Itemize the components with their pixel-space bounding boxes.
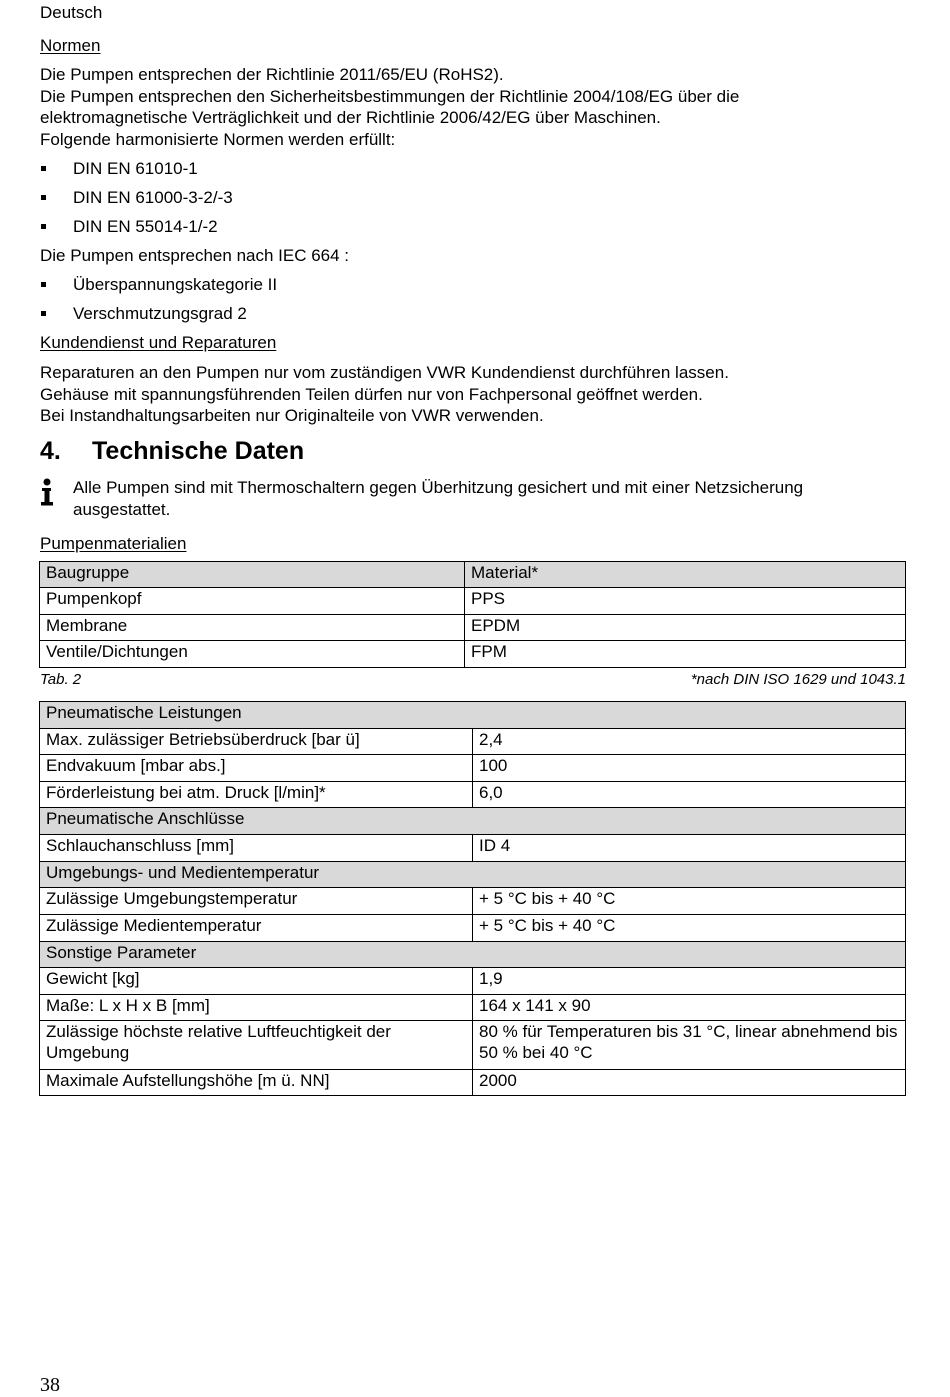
table-header-row <box>40 562 906 588</box>
table-cell: Ventile/Dichtungen <box>40 641 465 668</box>
table-cell: Zulässige Medientemperatur <box>40 915 473 942</box>
bullet-icon <box>41 282 46 287</box>
table-cell: Endvakuum [mbar abs.] <box>40 755 473 782</box>
group-title: Umgebungs- und Medientemperatur <box>40 862 906 888</box>
table-cell: Zulässige Umgebungstemperatur <box>40 888 473 915</box>
table-cell: 164 x 141 x 90 <box>473 995 906 1021</box>
table-caption: Tab. 2 <box>40 671 82 688</box>
column-header: Baugruppe <box>40 562 465 588</box>
table-cell: EPDM <box>465 615 906 641</box>
normen-line: Die Pumpen entsprechen der Richtlinie 2011/65/EU (RoHS2). <box>40 65 504 84</box>
table-row <box>40 835 906 862</box>
table-row <box>40 729 906 755</box>
group-header-row <box>40 702 906 729</box>
bullet-icon <box>41 311 46 316</box>
materials-table <box>39 561 906 668</box>
table-row <box>40 968 906 995</box>
iec-item: Verschmutzungsgrad 2 <box>73 304 247 323</box>
table-row <box>40 1021 906 1070</box>
iec-item: Überspannungskategorie II <box>73 275 278 294</box>
table-cell: 6,0 <box>473 782 906 808</box>
normen-heading: Normen <box>40 36 101 55</box>
group-header-row <box>40 862 906 888</box>
page-number: 38 <box>40 1374 60 1396</box>
normen-line: Folgende harmonisierte Normen werden erfüllt: <box>40 130 396 149</box>
bullet-icon <box>41 224 46 229</box>
table-cell: + 5 °C bis + 40 °C <box>473 915 906 942</box>
section-number: 4. <box>40 437 61 465</box>
table-row <box>40 995 906 1021</box>
service-line: Reparaturen an den Pumpen nur vom zuständigen VWR Kundendienst durchführen lassen. <box>40 363 729 382</box>
table-cell: + 5 °C bis + 40 °C <box>473 888 906 915</box>
table-footnote: *nach DIN ISO 1629 und 1043.1 <box>690 671 906 688</box>
service-line: Gehäuse mit spannungsführenden Teilen dürfen nur von Fachpersonal geöffnet werden. <box>40 385 703 404</box>
table-cell: PPS <box>465 588 906 615</box>
specs-table <box>39 701 906 1096</box>
normen-line: Die Pumpen entsprechen den Sicherheitsbestimmungen der Richtlinie 2004/108/EG über die <box>40 87 740 106</box>
table-row <box>40 888 906 915</box>
group-header-row <box>40 942 906 968</box>
table-row <box>40 641 906 668</box>
table-cell: Membrane <box>40 615 465 641</box>
table-cell: 2000 <box>473 1070 906 1096</box>
table-cell: Schlauchanschluss [mm] <box>40 835 473 862</box>
table-cell: Max. zulässiger Betriebsüberdruck [bar ü] <box>40 729 473 755</box>
standard-item: DIN EN 55014-1/-2 <box>73 217 218 236</box>
table-row <box>40 755 906 782</box>
table-row <box>40 782 906 808</box>
language-label: Deutsch <box>40 3 103 22</box>
table-cell: 80 % für Temperaturen bis 31 °C, linear abnehmend bis 50 % bei 40 °C <box>473 1021 906 1070</box>
standard-item: DIN EN 61000-3-2/-3 <box>73 188 233 207</box>
table-row <box>40 588 906 615</box>
table-row <box>40 1070 906 1096</box>
table-cell: 1,9 <box>473 968 906 995</box>
table-cell: Förderleistung bei atm. Druck [l/min]* <box>40 782 473 808</box>
table-cell: ID 4 <box>473 835 906 862</box>
group-header-row <box>40 808 906 835</box>
table-cell: Zulässige höchste relative Luftfeuchtigkeit der Umgebung <box>40 1021 473 1070</box>
bullet-icon <box>41 166 46 171</box>
info-icon <box>40 478 54 506</box>
iec-intro: Die Pumpen entsprechen nach IEC 664 : <box>40 246 350 265</box>
table-cell: Maße: L x H x B [mm] <box>40 995 473 1021</box>
normen-line: elektromagnetische Verträglichkeit und der Richtlinie 2006/42/EG über Maschinen. <box>40 108 661 127</box>
standard-item: DIN EN 61010-1 <box>73 159 198 178</box>
group-title: Sonstige Parameter <box>40 942 906 968</box>
service-line: Bei Instandhaltungsarbeiten nur Originalteile von VWR verwenden. <box>40 406 544 425</box>
column-header: Material* <box>465 562 906 588</box>
info-text: Alle Pumpen sind mit Thermoschaltern gegen Überhitzung gesichert und mit einer Netzsicherung <box>73 478 804 497</box>
table-row <box>40 915 906 942</box>
table-cell: Gewicht [kg] <box>40 968 473 995</box>
group-title: Pneumatische Leistungen <box>40 702 906 729</box>
materials-heading: Pumpenmaterialien <box>40 534 187 553</box>
bullet-icon <box>41 195 46 200</box>
table-cell: FPM <box>465 641 906 668</box>
info-text: ausgestattet. <box>73 500 171 519</box>
group-title: Pneumatische Anschlüsse <box>40 808 906 835</box>
table-cell: Pumpenkopf <box>40 588 465 615</box>
table-cell: Maximale Aufstellungshöhe [m ü. NN] <box>40 1070 473 1096</box>
table-cell: 100 <box>473 755 906 782</box>
table-row <box>40 615 906 641</box>
service-heading: Kundendienst und Reparaturen <box>40 333 277 352</box>
section-title: Technische Daten <box>92 437 305 465</box>
table-cell: 2,4 <box>473 729 906 755</box>
